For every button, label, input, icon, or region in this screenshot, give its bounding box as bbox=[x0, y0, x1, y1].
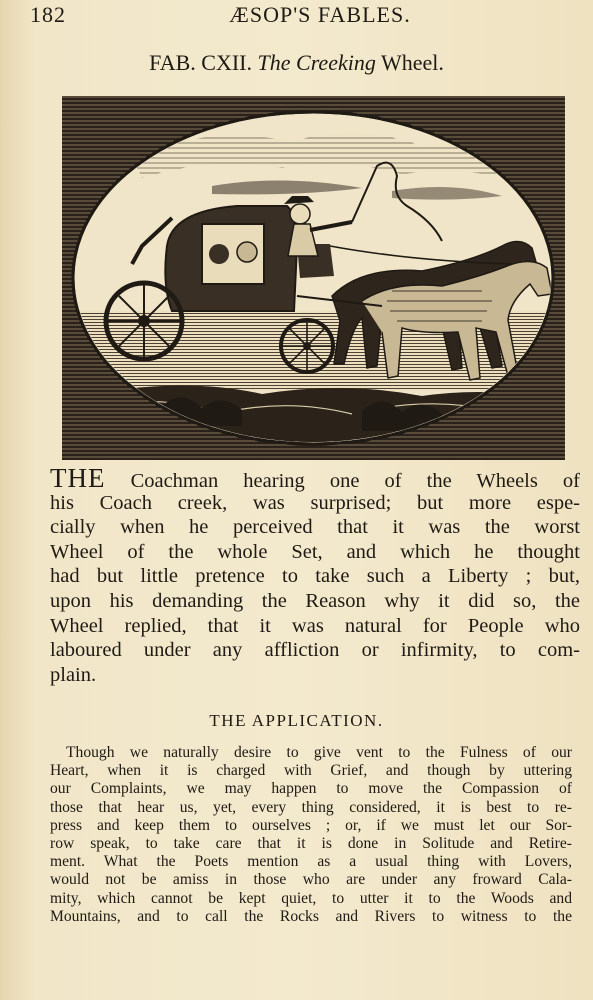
application-line-2: Heart, when it is charged with Grief, and though by uttering bbox=[50, 762, 572, 780]
page-number: 182 bbox=[30, 2, 66, 27]
body-line-5: had but little pretence to take such a Liberty ; but, bbox=[50, 565, 580, 588]
page-header bbox=[30, 2, 570, 28]
body-line-8: laboured under any affliction or infirmity, to com- bbox=[50, 639, 580, 662]
application-text bbox=[50, 744, 572, 926]
fable-title bbox=[0, 50, 593, 76]
application-line-9: mity, which cannot be kept quiet, to utter it to the Woods and bbox=[50, 889, 572, 907]
body-line-4: Wheel of the whole Set, and which he thought bbox=[50, 540, 580, 563]
running-head: ÆSOP'S FABLES. bbox=[229, 2, 411, 27]
application-heading: THE APPLICATION. bbox=[209, 711, 384, 730]
body-line-9: plain. bbox=[50, 663, 97, 686]
fable-title-roman: Wheel. bbox=[380, 50, 444, 75]
body-line-1 bbox=[50, 463, 580, 493]
body-line-2: his Coach creek, was surprised; but more espe- bbox=[50, 491, 580, 514]
application-line-7: ment. What the Poets mention as a usual thing with Lovers, bbox=[50, 853, 572, 871]
fable-body bbox=[50, 463, 580, 687]
woodcut-illustration bbox=[62, 96, 565, 460]
dropcap: THE bbox=[50, 463, 106, 493]
application-line-5: press and keep them to ourselves ; or, if we must let our Sor- bbox=[50, 816, 572, 834]
application-line-4: those that hear us, yet, every thing considered, it is best to re- bbox=[50, 798, 572, 816]
application-line-3: our Complaints, we may happen to move the Compassion of bbox=[50, 780, 572, 798]
body-line-3: cially when he perceived that it was the worst bbox=[50, 516, 580, 539]
coach-and-horses-woodcut bbox=[62, 96, 565, 460]
application-line-10: Mountains, and to call the Rocks and Rivers to witness to the bbox=[50, 907, 572, 925]
application-line-8: would not be amiss in those who are under any froward Cala- bbox=[50, 871, 572, 889]
fable-number: FAB. CXII. bbox=[149, 50, 253, 75]
body-line-7: Wheel replied, that it was natural for People who bbox=[50, 614, 580, 637]
application-line-6: row speak, to take care that it is done in Solitude and Retire- bbox=[50, 834, 572, 852]
body-line-6: upon his demanding the Reason why it did so, the bbox=[50, 589, 580, 612]
fable-title-italic: The Creeking bbox=[257, 50, 376, 75]
application-line-1: Though we naturally desire to give vent to the Fulness of our bbox=[66, 744, 572, 761]
body-line-1-text: Coachman hearing one of the Wheels of bbox=[130, 470, 580, 492]
